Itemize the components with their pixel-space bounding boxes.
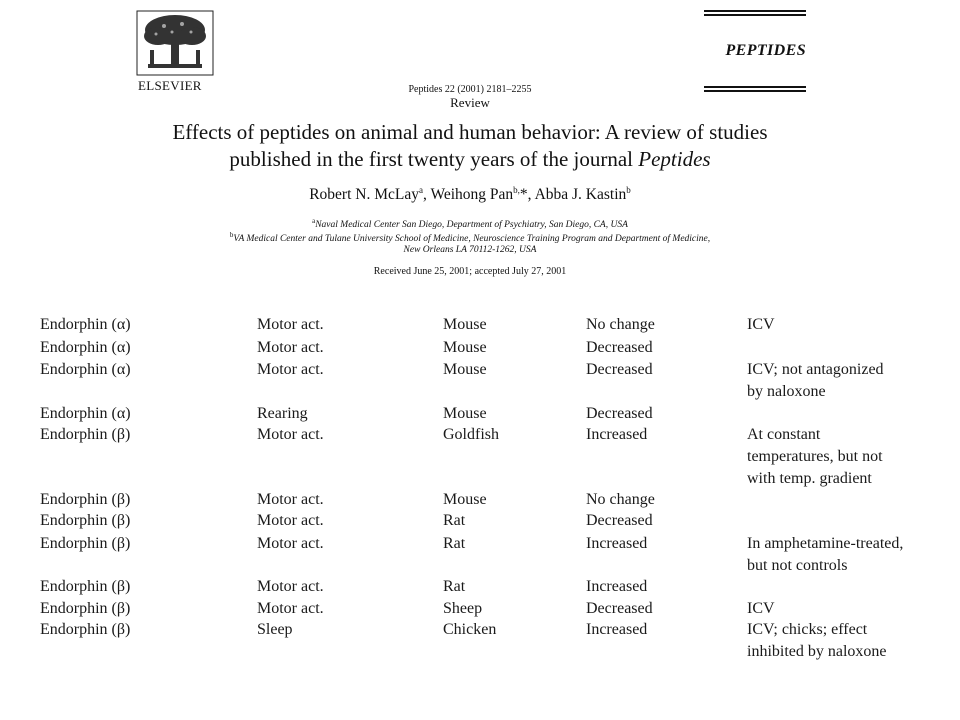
notes-line: ICV; chicks; effect bbox=[747, 621, 868, 638]
behavior-cell: Rearing bbox=[257, 405, 308, 422]
title-line-1: Effects of peptides on animal and human behavior: A review of studies bbox=[172, 120, 768, 144]
notes-cell bbox=[747, 533, 947, 577]
behavior-cell: Motor act. bbox=[257, 426, 324, 443]
effect-cell: Increased bbox=[586, 426, 648, 443]
effect-cell: Decreased bbox=[586, 600, 653, 617]
peptide-cell: Endorphin (β) bbox=[40, 621, 131, 638]
species-cell: Chicken bbox=[443, 621, 497, 638]
notes-line: by naloxone bbox=[747, 383, 826, 400]
affiliation-text: New Orleans LA 70112-1262, USA bbox=[403, 245, 537, 255]
species-cell: Sheep bbox=[443, 600, 483, 617]
peptide-cell: Endorphin (α) bbox=[40, 339, 131, 356]
notes-cell bbox=[747, 359, 947, 403]
behavior-cell: Motor act. bbox=[257, 535, 324, 552]
author-separator: , bbox=[422, 186, 431, 204]
notes-line: temperatures, but not bbox=[747, 448, 883, 465]
affiliation-marker: b bbox=[229, 231, 234, 239]
title-journal-italic: Peptides bbox=[638, 147, 711, 171]
notes-cell bbox=[747, 619, 947, 663]
notes-line: with temp. gradient bbox=[747, 470, 872, 487]
species-cell: Mouse bbox=[443, 491, 487, 508]
behavior-cell: Motor act. bbox=[257, 578, 324, 595]
author-affiliation-marker: b bbox=[626, 185, 631, 195]
author-affiliation-marker: a bbox=[418, 185, 423, 195]
peptide-cell: Endorphin (β) bbox=[40, 600, 131, 617]
notes-line: At constant bbox=[747, 426, 821, 443]
author-name: Weihong Pan bbox=[430, 186, 514, 204]
species-cell: Mouse bbox=[443, 339, 487, 356]
article-type: Review bbox=[450, 95, 490, 110]
behavior-cell: Motor act. bbox=[257, 512, 324, 529]
species-cell: Rat bbox=[443, 512, 466, 529]
effect-cell: Decreased bbox=[586, 512, 653, 529]
notes-line: inhibited by naloxone bbox=[747, 643, 887, 660]
citation: Peptides 22 (2001) 2181–2255 bbox=[408, 84, 532, 95]
notes-line: ICV bbox=[747, 316, 775, 333]
behavior-cell: Motor act. bbox=[257, 316, 324, 333]
effect-cell: Decreased bbox=[586, 339, 653, 356]
affiliation-marker: a bbox=[312, 217, 316, 225]
author-name: Robert N. McLay bbox=[309, 186, 419, 204]
peptide-cell: Endorphin (α) bbox=[40, 405, 131, 422]
author-separator: *, bbox=[519, 186, 535, 204]
species-cell: Mouse bbox=[443, 316, 487, 333]
effect-cell: Decreased bbox=[586, 361, 653, 378]
peptide-cell: Endorphin (α) bbox=[40, 361, 131, 378]
notes-line: ICV; not antagonized bbox=[747, 361, 884, 378]
notes-line: In amphetamine-treated, bbox=[747, 535, 904, 552]
peptide-cell: Endorphin (β) bbox=[40, 426, 131, 443]
author-name: Abba J. Kastin bbox=[534, 186, 627, 204]
species-cell: Mouse bbox=[443, 361, 487, 378]
peptide-cell: Endorphin (β) bbox=[40, 491, 131, 508]
journal-name: PEPTIDES bbox=[725, 42, 806, 59]
publisher-name: ELSEVIER bbox=[138, 78, 202, 93]
affiliation-text: Naval Medical Center San Diego, Department of Psychiatry, San Diego, CA, USA bbox=[315, 220, 628, 231]
effect-cell: No change bbox=[586, 491, 655, 508]
behavior-cell: Sleep bbox=[257, 621, 293, 638]
effect-cell: Increased bbox=[586, 621, 648, 638]
notes-line: but not controls bbox=[747, 557, 848, 574]
notes-cell bbox=[747, 598, 947, 620]
received-dates: Received June 25, 2001; accepted July 27, 2001 bbox=[373, 266, 567, 277]
notes-cell bbox=[747, 314, 947, 336]
peptide-cell: Endorphin (α) bbox=[40, 316, 131, 333]
species-cell: Rat bbox=[443, 578, 466, 595]
peptide-cell: Endorphin (β) bbox=[40, 535, 131, 552]
peptide-cell: Endorphin (β) bbox=[40, 512, 131, 529]
species-cell: Goldfish bbox=[443, 426, 499, 443]
species-cell: Rat bbox=[443, 535, 466, 552]
notes-line: ICV bbox=[747, 600, 775, 617]
behavior-cell: Motor act. bbox=[257, 491, 324, 508]
behavior-cell: Motor act. bbox=[257, 600, 324, 617]
peptide-cell: Endorphin (β) bbox=[40, 578, 131, 595]
notes-cell bbox=[747, 424, 947, 490]
title-line-2-text: published in the first twenty years of the journal bbox=[229, 147, 639, 171]
effect-cell: Increased bbox=[586, 578, 648, 595]
behavior-cell: Motor act. bbox=[257, 361, 324, 378]
behavior-cell: Motor act. bbox=[257, 339, 324, 356]
effect-cell: Increased bbox=[586, 535, 648, 552]
effect-cell: No change bbox=[586, 316, 655, 333]
species-cell: Mouse bbox=[443, 405, 487, 422]
affiliation-text: VA Medical Center and Tulane University School of Medicine, Neuroscience Training Program and Department of Medicine, bbox=[233, 234, 711, 245]
author-affiliation-marker: b, bbox=[513, 185, 520, 195]
effect-cell: Decreased bbox=[586, 405, 653, 422]
